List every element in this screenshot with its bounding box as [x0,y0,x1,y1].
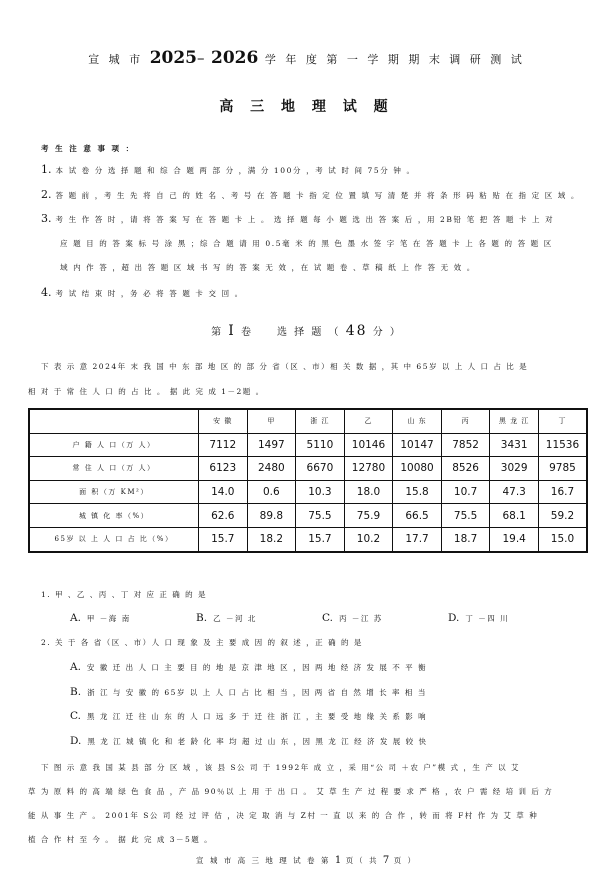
table-row [29,433,587,457]
section-title [0,323,613,339]
footer-prefix: 宣 城 市 高 三 地 理 试 卷 第 [195,856,331,865]
table-cell: 7112 [199,433,248,457]
notice-title: 考 生 注 意 事 项 ： [41,144,136,153]
option-text: 浙 江 与 安 徽 的 65岁 以 上 人 口 占 比 相 当 ，因 两 省 自 然 增 长 率 相 当 [87,688,427,697]
notice-item-3-line-2: 应 题 目 的 答 案 标 号 涂 黑 ；综 合 题 请 用 0.5毫 米 的 黑 色 墨 水 签 字 笔 在 答 题 卡 上 各 题 的 答 题 区 [60,239,553,248]
table-cell: 62.6 [199,504,248,528]
notice-item-text: 考 试 结 束 时 ，务 必 将 答 题 卡 交 回 。 [55,289,244,298]
notice-item-text: 本 试 卷 分 选 择 题 和 综 合 题 两 部 分 ，满 分 100分 ，考 试 时 间 75分 钟 。 [55,166,416,175]
province-data-table [28,408,588,553]
table-cell: 15.7 [199,527,248,551]
table-cell: 19.4 [490,527,539,551]
q2-option-d[interactable] [70,735,428,747]
column-header: 安 徽 [199,409,248,433]
table-header-row [29,409,587,433]
table-cell: 14.0 [199,480,248,504]
q1-option-a[interactable] [70,612,131,624]
table-cell: 68.1 [490,504,539,528]
footer-suffix: 页 ） [393,856,418,865]
notice-item-number: 4. [41,286,52,299]
table-cell: 18.7 [441,527,490,551]
question-2-stem: 2. 关 于 各 省（区 、市）人 口 现 象 及 主 要 成 因 的 叙 述 ，正 确 的 是 [41,638,363,647]
table-cell: 3029 [490,457,539,481]
table-cell: 8526 [441,457,490,481]
option-letter: A. [70,612,81,624]
table-cell: 10.2 [344,527,393,551]
table-cell: 9785 [538,457,587,481]
table-cell: 10.3 [296,480,345,504]
table-cell: 2480 [247,457,296,481]
table-cell: 10146 [344,433,393,457]
column-header: 黑 龙 江 [490,409,539,433]
q2-option-c[interactable] [70,710,427,722]
table-cell: 89.8 [247,504,296,528]
header-suffix: 学 年 度 第 一 学 期 期 末 调 研 测 试 [264,53,525,66]
section-prefix: 第 [211,327,224,338]
option-text: 黑 龙 江 迁 往 山 东 的 人 口 远 多 于 迁 往 浙 江 ，主 要 受 地 缘 关 系 影 响 [87,712,428,721]
q1-option-c[interactable] [322,612,383,624]
column-header: 山 东 [393,409,442,433]
notice-item-1 [41,163,416,176]
notice-item-3 [41,212,554,225]
option-text: 丙 －江 苏 [339,614,383,623]
table-cell: 1497 [247,433,296,457]
q1-option-d[interactable] [448,612,509,624]
table-cell: 66.5 [393,504,442,528]
option-text: 乙 －河 北 [213,614,257,623]
passage-line-1: 下 图 示 意 我 国 某 县 部 分 区 域 ，该 县 S公 司 于 1992年 成 立 ，采 用“公 司 ＋农 户”模 式 ，生 产 以 艾 [41,763,521,772]
option-text: 丁 －四 川 [465,614,510,623]
page-footer [0,855,613,866]
table-cell: 3431 [490,433,539,457]
row-label: 65岁 以 上 人 口 占 比（%） [29,527,199,551]
option-letter: D. [448,612,460,624]
row-label: 常 住 人 口（万 人） [29,457,199,481]
option-text: 黑 龙 江 城 镇 化 和 老 龄 化 率 均 超 过 山 东 ，因 黑 龙 江 经 济 发 展 较 快 [87,737,428,746]
table-corner-cell [29,409,199,433]
passage-line-2: 草 为 原 料 的 高 端 绿 色 食 品 ，产 品 90％以 上 用 于 出 口 。 艾 草 生 产 过 程 要 求 严 格 ，农 户 需 经 培 训 后 方 [28,787,554,796]
table-row [29,527,587,551]
table-cell: 10.7 [441,480,490,504]
table-intro-line-1: 下 表 示 意 2024年 末 我 国 中 东 部 地 区 的 部 分 省（区 、市）相 关 数 据 ，其 中 65岁 以 上 人 口 占 比 是 [41,362,529,371]
footer-middle: 页（ 共 [345,856,379,865]
table-cell: 5110 [296,433,345,457]
table-cell: 0.6 [247,480,296,504]
row-label: 面 积（万 KM²） [29,480,199,504]
question-1-stem: 1. 甲 、乙 、丙 、丁 对 应 正 确 的 是 [41,590,207,599]
table-cell: 18.0 [344,480,393,504]
footer-page-number: 1 [334,855,342,866]
section-suffix: 分 ） [372,327,402,338]
column-header: 浙 江 [296,409,345,433]
table-cell: 75.5 [296,504,345,528]
column-header: 丁 [538,409,587,433]
section-middle: 卷 选 择 题 （ [240,327,341,338]
table-cell: 10080 [393,457,442,481]
table-cell: 75.5 [441,504,490,528]
notice-item-number: 1. [41,163,52,176]
table-cell: 6670 [296,457,345,481]
q2-option-b[interactable] [70,686,427,698]
header-year-start: 2025 [149,48,198,68]
option-text: 甲 －海 南 [86,614,131,623]
table-cell: 18.2 [247,527,296,551]
section-score: 48 [345,323,368,339]
notice-item-text: 考 生 作 答 时 ，请 将 答 案 写 在 答 题 卡 上 。 选 择 题 每 小 题 选 出 答 案 后 ，用 2B铅 笔 把 答 题 卡 上 对 [55,215,555,224]
table-cell: 15.8 [393,480,442,504]
passage-line-3: 能 从 事 生 产 。 2001年 S公 司 经 过 评 估 ，决 定 取 消 与 Z村 一 直 以 来 的 合 作 ，转 而 将 F村 作 为 艾 草 种 [28,811,539,820]
row-label: 城 镇 化 率（%） [29,504,199,528]
notice-item-number: 2. [41,188,52,201]
option-letter: A. [70,661,81,673]
header-dash: – [197,49,205,67]
option-letter: C. [322,612,333,624]
column-header: 丙 [441,409,490,433]
table-cell: 6123 [199,457,248,481]
table-cell: 11536 [538,433,587,457]
option-text: 安 徽 迁 出 人 口 主 要 目 的 地 是 京 津 地 区 ，因 两 地 经 济 发 展 不 平 衡 [86,663,428,672]
footer-total-pages: 7 [382,855,390,866]
exam-title: 高 三 地 理 试 题 [219,99,394,115]
header-year-end: 2026 [211,48,259,68]
table-cell: 47.3 [490,480,539,504]
table-cell: 15.7 [296,527,345,551]
notice-item-number: 3. [41,212,52,225]
passage-line-4: 植 合 作 村 至 今 。 据 此 完 成 3－5题 。 [28,835,214,844]
table-cell: 75.9 [344,504,393,528]
exam-header [0,48,613,68]
option-letter: C. [70,710,81,722]
header-prefix: 宣 城 市 [88,53,144,66]
column-header: 甲 [247,409,296,433]
notice-item-4 [41,286,244,299]
table-cell: 15.0 [538,527,587,551]
table-row [29,457,587,481]
row-label: 户 籍 人 口（万 人） [29,433,199,457]
column-header: 乙 [344,409,393,433]
table-row [29,480,587,504]
notice-item-text: 答 题 前 ，考 生 先 将 自 己 的 姓 名 、考 号 在 答 题 卡 指 定 位 置 填 写 清 楚 并 将 条 形 码 粘 贴 在 指 定 区 域 。 [55,191,580,200]
table-intro-line-2: 相 对 于 常 住 人 口 的 占 比 。 据 此 完 成 1－2题 。 [28,387,265,396]
table-cell: 10147 [393,433,442,457]
option-letter: D. [70,735,82,747]
table-cell: 12780 [344,457,393,481]
q2-option-a[interactable] [70,661,427,673]
option-letter: B. [70,686,82,698]
section-roman: Ⅰ [228,323,236,339]
notice-item-3-line-3: 域 内 作 答 ，超 出 答 题 区 域 书 写 的 答 案 无 效 ，在 试 题 卷 、草 稿 纸 上 作 答 无 效 。 [60,263,476,272]
table-row [29,504,587,528]
q1-option-b[interactable] [196,612,257,624]
notice-item-2 [41,188,580,201]
table-cell: 59.2 [538,504,587,528]
table-cell: 17.7 [393,527,442,551]
option-letter: B. [196,612,208,624]
table-cell: 7852 [441,433,490,457]
table-cell: 16.7 [538,480,587,504]
